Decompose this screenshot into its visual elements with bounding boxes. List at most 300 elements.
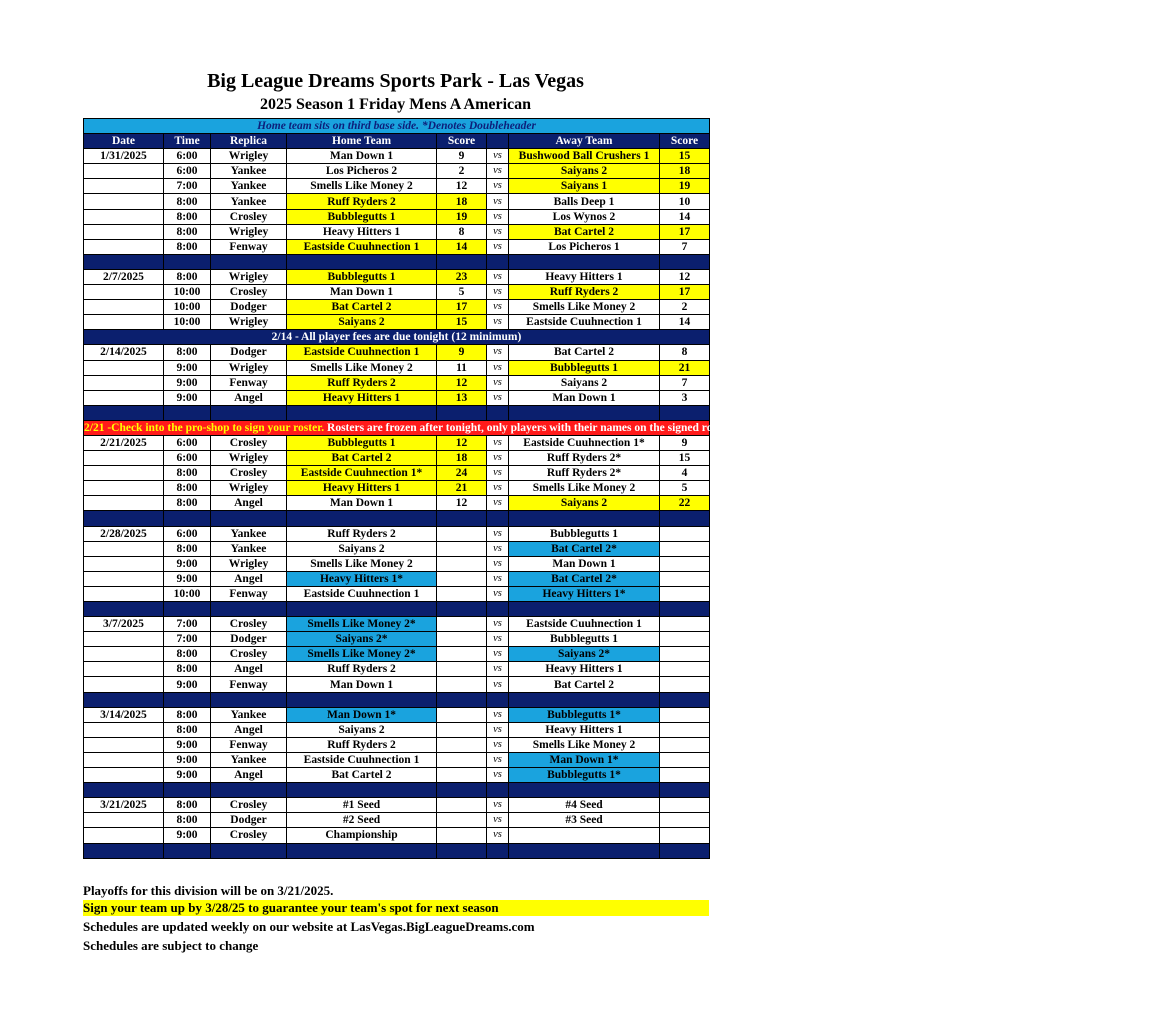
vs-label: vs [487,632,509,647]
home-team: Smells Like Money 2* [287,617,437,632]
game-date [84,813,164,828]
home-score: 24 [437,466,487,481]
away-team: Los Picheros 1 [509,239,660,254]
away-team-header: Away Team [509,134,660,149]
away-score: 2 [660,300,710,315]
field-replica: Crosley [211,466,287,481]
away-team: Bat Cartel 2 [509,224,660,239]
field-replica: Wrigley [211,315,287,330]
field-replica: Wrigley [211,360,287,375]
game-row [84,828,710,843]
away-score: 17 [660,285,710,300]
separator-cell [164,692,211,707]
game-date [84,451,164,466]
field-replica: Crosley [211,798,287,813]
game-row [84,300,710,315]
home-score [437,586,487,601]
vs-label: vs [487,768,509,783]
separator-cell [509,692,660,707]
home-score: 9 [437,149,487,164]
note-row [84,119,710,134]
home-team: #2 Seed [287,813,437,828]
home-team: Eastside Cuuhnection 1 [287,239,437,254]
vs-label: vs [487,556,509,571]
away-score: 17 [660,224,710,239]
game-row [84,647,710,662]
away-score: 18 [660,164,710,179]
away-score: 8 [660,345,710,360]
home-team-header: Home Team [287,134,437,149]
field-replica: Crosley [211,435,287,450]
home-team: Saiyans 2 [287,541,437,556]
separator-cell [287,783,437,798]
game-row [84,239,710,254]
away-team: Smells Like Money 2 [509,300,660,315]
game-date [84,768,164,783]
game-time: 9:00 [164,677,211,692]
separator-cell [211,602,287,617]
home-score: 11 [437,360,487,375]
home-team: Bubblegutts 1 [287,209,437,224]
footer-signup: Sign your team up by 3/28/25 to guarantee your team's spot for next season [83,900,709,916]
separator-cell [287,511,437,526]
game-row [84,707,710,722]
game-time: 6:00 [164,435,211,450]
game-date [84,179,164,194]
separator-cell [487,602,509,617]
vs-label: vs [487,496,509,511]
home-score: 8 [437,224,487,239]
game-date: 3/14/2025 [84,707,164,722]
game-row [84,224,710,239]
away-score: 4 [660,466,710,481]
separator-cell [84,511,164,526]
field-replica: Yankee [211,164,287,179]
separator-cell [437,843,487,858]
field-replica: Dodger [211,300,287,315]
home-team: Smells Like Money 2 [287,360,437,375]
separator-cell [487,843,509,858]
game-date [84,496,164,511]
home-team: Bat Cartel 2 [287,451,437,466]
home-score [437,707,487,722]
fee-banner-row [84,330,710,345]
home-score-header: Score [437,134,487,149]
home-team: Saiyans 2 [287,722,437,737]
game-time: 8:00 [164,496,211,511]
field-replica: Dodger [211,813,287,828]
separator-cell [211,692,287,707]
time-header: Time [164,134,211,149]
separator-cell [509,254,660,269]
separator-cell [437,254,487,269]
home-team: Smells Like Money 2* [287,647,437,662]
vs-label: vs [487,315,509,330]
home-score: 12 [437,435,487,450]
away-team: #3 Seed [509,813,660,828]
game-date [84,164,164,179]
game-row [84,451,710,466]
game-date [84,586,164,601]
field-replica: Yankee [211,194,287,209]
away-score: 14 [660,315,710,330]
game-row [84,662,710,677]
game-time: 8:00 [164,707,211,722]
separator-cell [487,511,509,526]
separator-cell [164,783,211,798]
field-replica: Wrigley [211,224,287,239]
vs-label: vs [487,481,509,496]
home-score [437,647,487,662]
home-team: Bat Cartel 2 [287,768,437,783]
home-score [437,541,487,556]
game-time: 8:00 [164,813,211,828]
game-date: 2/21/2025 [84,435,164,450]
field-replica: Wrigley [211,149,287,164]
field-replica: Yankee [211,707,287,722]
away-team: Man Down 1 [509,390,660,405]
separator-cell [437,783,487,798]
home-team: Bubblegutts 1 [287,269,437,284]
separator-cell [84,843,164,858]
home-score [437,662,487,677]
game-date [84,662,164,677]
game-time: 7:00 [164,179,211,194]
game-date [84,239,164,254]
separator-cell [164,843,211,858]
away-score [660,571,710,586]
game-time: 10:00 [164,300,211,315]
game-row [84,269,710,284]
away-team: Eastside Cuuhnection 1 [509,617,660,632]
away-score: 21 [660,360,710,375]
vs-label: vs [487,586,509,601]
game-time: 8:00 [164,481,211,496]
game-date [84,737,164,752]
game-date [84,285,164,300]
game-date [84,390,164,405]
home-team: Bat Cartel 2 [287,300,437,315]
separator-cell [437,692,487,707]
game-time: 9:00 [164,390,211,405]
vs-label: vs [487,179,509,194]
game-time: 8:00 [164,269,211,284]
separator-cell [509,602,660,617]
separator-cell [509,783,660,798]
separator-cell [487,254,509,269]
home-team: Ruff Ryders 2 [287,737,437,752]
home-score [437,632,487,647]
away-score: 9 [660,435,710,450]
home-score: 21 [437,481,487,496]
game-row [84,481,710,496]
away-score [660,722,710,737]
field-replica: Crosley [211,828,287,843]
away-team: Los Wynos 2 [509,209,660,224]
game-time: 6:00 [164,164,211,179]
game-row [84,813,710,828]
home-team: Heavy Hitters 1 [287,224,437,239]
vs-label: vs [487,375,509,390]
game-date: 2/28/2025 [84,526,164,541]
separator-cell [84,602,164,617]
away-team: Heavy Hitters 1* [509,586,660,601]
separator-cell [487,405,509,420]
vs-label: vs [487,360,509,375]
away-team: Heavy Hitters 1 [509,722,660,737]
game-date [84,632,164,647]
week-separator [84,843,710,858]
game-time: 9:00 [164,360,211,375]
separator-cell [660,602,710,617]
away-team: Bat Cartel 2* [509,541,660,556]
game-time: 9:00 [164,768,211,783]
field-replica: Fenway [211,677,287,692]
home-score [437,722,487,737]
game-date [84,360,164,375]
game-row [84,677,710,692]
game-time: 6:00 [164,526,211,541]
game-time: 8:00 [164,722,211,737]
home-score: 12 [437,179,487,194]
page-title: Big League Dreams Sports Park - Las Vegas [207,70,584,92]
game-row [84,798,710,813]
home-score: 12 [437,496,487,511]
away-score-header: Score [660,134,710,149]
field-replica: Crosley [211,285,287,300]
vs-label: vs [487,466,509,481]
away-score: 5 [660,481,710,496]
separator-cell [509,511,660,526]
separator-cell [660,405,710,420]
vs-label: vs [487,239,509,254]
vs-label: vs [487,345,509,360]
field-replica: Angel [211,722,287,737]
separator-cell [84,783,164,798]
game-time: 8:00 [164,466,211,481]
alert-body: Rosters are frozen after tonight, only players with their names on the signed roster are eligible for playoffs. Please check carefully as changes will not be made for omissions. [324,421,1169,434]
away-score [660,526,710,541]
vs-label: vs [487,617,509,632]
footer-playoffs: Playoffs for this division will be on 3/21/2025. [83,883,334,898]
game-time: 8:00 [164,345,211,360]
away-score [660,737,710,752]
game-row [84,466,710,481]
away-team: Smells Like Money 2 [509,737,660,752]
week-separator [84,602,710,617]
home-team: Man Down 1* [287,707,437,722]
away-team: Ruff Ryders 2 [509,285,660,300]
home-team: Bubblegutts 1 [287,435,437,450]
game-time: 8:00 [164,194,211,209]
replica-header: Replica [211,134,287,149]
home-score: 12 [437,375,487,390]
away-team: Saiyans 2* [509,647,660,662]
game-row [84,435,710,450]
away-team: Heavy Hitters 1 [509,269,660,284]
game-time: 10:00 [164,586,211,601]
away-team: Man Down 1* [509,752,660,767]
game-date: 2/14/2025 [84,345,164,360]
vs-label: vs [487,677,509,692]
away-team: Eastside Cuuhnection 1* [509,435,660,450]
game-date [84,209,164,224]
home-score [437,828,487,843]
week-separator [84,783,710,798]
home-score [437,556,487,571]
separator-cell [437,602,487,617]
away-score [660,632,710,647]
game-row [84,345,710,360]
home-score [437,798,487,813]
game-date: 3/7/2025 [84,617,164,632]
game-row [84,285,710,300]
away-team: Bubblegutts 1 [509,360,660,375]
away-score [660,752,710,767]
away-score [660,617,710,632]
separator-cell [164,511,211,526]
vs-label: vs [487,285,509,300]
away-team: Smells Like Money 2 [509,481,660,496]
field-replica: Fenway [211,586,287,601]
separator-cell [211,405,287,420]
vs-label: vs [487,737,509,752]
game-row [84,752,710,767]
separator-cell [487,783,509,798]
home-team: Smells Like Money 2 [287,556,437,571]
home-score: 23 [437,269,487,284]
vs-label: vs [487,828,509,843]
away-team: Bubblegutts 1 [509,632,660,647]
home-score: 18 [437,194,487,209]
away-score [660,677,710,692]
field-replica: Crosley [211,617,287,632]
game-time: 6:00 [164,149,211,164]
separator-cell [164,602,211,617]
away-team: Saiyans 2 [509,496,660,511]
home-team: Championship [287,828,437,843]
game-time: 9:00 [164,828,211,843]
home-team: Heavy Hitters 1 [287,481,437,496]
home-team: Heavy Hitters 1 [287,390,437,405]
game-time: 8:00 [164,798,211,813]
home-team: Ruff Ryders 2 [287,662,437,677]
footer-disclaimer: Schedules are subject to change [83,938,259,953]
home-team: Man Down 1 [287,149,437,164]
field-replica: Angel [211,768,287,783]
game-date [84,752,164,767]
separator-cell [164,254,211,269]
separator-cell [287,254,437,269]
game-time: 8:00 [164,541,211,556]
home-score: 17 [437,300,487,315]
game-row [84,526,710,541]
separator-cell [660,843,710,858]
home-team: Eastside Cuuhnection 1 [287,586,437,601]
game-date [84,466,164,481]
home-team: Smells Like Money 2 [287,179,437,194]
away-team: Saiyans 1 [509,179,660,194]
separator-cell [287,405,437,420]
away-team: Bat Cartel 2 [509,345,660,360]
game-time: 8:00 [164,209,211,224]
game-time: 6:00 [164,451,211,466]
vs-label: vs [487,647,509,662]
game-time: 7:00 [164,632,211,647]
vs-label: vs [487,164,509,179]
note-text: Home team sits on third base side. *Denotes Doubleheader [84,119,710,134]
away-score: 12 [660,269,710,284]
game-time: 7:00 [164,617,211,632]
game-row [84,360,710,375]
game-time: 9:00 [164,752,211,767]
game-row [84,541,710,556]
game-row [84,194,710,209]
game-time: 10:00 [164,285,211,300]
separator-cell [437,511,487,526]
game-date [84,224,164,239]
vs-label: vs [487,571,509,586]
vs-label: vs [487,541,509,556]
home-team: Man Down 1 [287,677,437,692]
game-time: 8:00 [164,647,211,662]
field-replica: Wrigley [211,481,287,496]
home-team: Eastside Cuuhnection 1* [287,466,437,481]
game-time: 8:00 [164,224,211,239]
away-score [660,586,710,601]
away-team: Bat Cartel 2 [509,677,660,692]
footer-website: Schedules are updated weekly on our website at LasVegas.BigLeagueDreams.com [83,919,535,934]
vs-label: vs [487,269,509,284]
game-date [84,375,164,390]
game-date: 2/7/2025 [84,269,164,284]
game-time: 8:00 [164,239,211,254]
home-score: 14 [437,239,487,254]
away-team: Ruff Ryders 2* [509,451,660,466]
game-row [84,556,710,571]
vs-label: vs [487,149,509,164]
vs-label: vs [487,451,509,466]
away-score: 7 [660,375,710,390]
away-team: Saiyans 2 [509,375,660,390]
home-score [437,526,487,541]
field-replica: Angel [211,662,287,677]
separator-cell [660,254,710,269]
separator-cell [211,511,287,526]
game-date: 1/31/2025 [84,149,164,164]
game-time: 9:00 [164,375,211,390]
vs-label: vs [487,752,509,767]
game-date [84,194,164,209]
field-replica: Angel [211,390,287,405]
week-separator [84,405,710,420]
separator-cell [164,405,211,420]
home-team: #1 Seed [287,798,437,813]
away-score [660,541,710,556]
away-team: Ruff Ryders 2* [509,466,660,481]
home-score: 9 [437,345,487,360]
field-replica: Wrigley [211,269,287,284]
home-score: 2 [437,164,487,179]
away-team: Heavy Hitters 1 [509,662,660,677]
away-team: Bushwood Ball Crushers 1 [509,149,660,164]
field-replica: Yankee [211,752,287,767]
away-score: 22 [660,496,710,511]
game-date [84,556,164,571]
away-score [660,707,710,722]
separator-cell [211,843,287,858]
game-row [84,768,710,783]
